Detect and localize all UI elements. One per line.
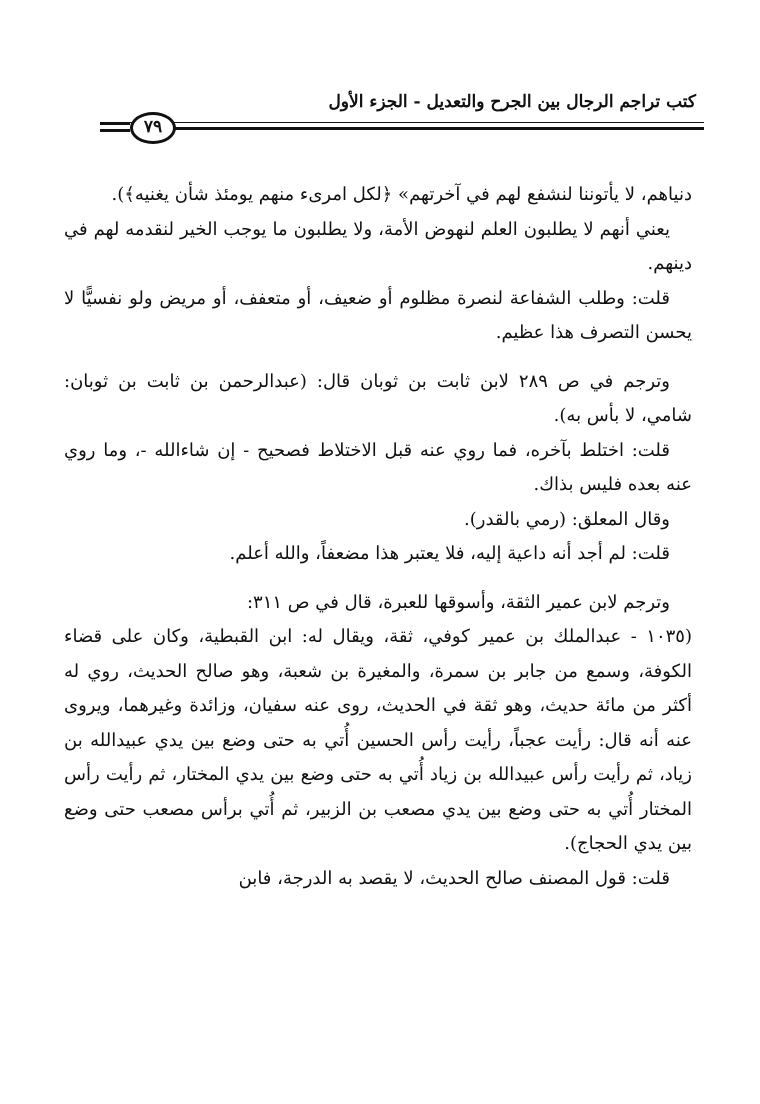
- paragraph-10: قلت: قول المصنف صالح الحديث، لا يقصد به الدرجة، فابن: [238, 867, 670, 889]
- paragraph-2: يعني أنهم لا يطلبون العلم لنهوض الأمة، ولا يطلبون ما يوجب الخير لنقدمه لهم في دينهم.: [64, 218, 692, 274]
- paragraph-4: وترجم في ص ٢٨٩ لابن ثابت بن ثوبان قال: (عبدالرحمن بن ثابت بن ثوبان: شامي، لا بأس به).: [64, 370, 692, 426]
- running-header-title: كتب تراجم الرجال بين الجرح والتعديل - الجزء الأول: [328, 92, 696, 112]
- paragraph-9: (١٠٣٥ - عبدالملك بن عمير كوفي، ثقة، ويقال له: ابن القبطية، وكان على قضاء الكوفة، وسمع من جابر بن سمرة، والمغيرة بن شعبة، وهو صالح الحديث، روي له أكثر من مائة حديث، وهو ثقة في الحديث، روى عنه سفيان، وزائدة وغيرهما، ويروى عنه أنه قال: رأيت عجباً، رأيت رأس الحسين أُتي به حتى وضع بين يدي عبيدالله بن زياد، ثم رأيت رأس عبيدالله بن زياد أُتي به حتى وضع بين يدي المختار، ثم رأيت رأس المختار أُتي به حتى وضع بين يدي مصعب بن الزبير، ثم أُتي برأس مصعب حتى وضع بين يدي الحجاج).: [64, 626, 692, 854]
- page-number: ٧٩: [130, 112, 176, 144]
- header-rule-left-bottom: [100, 129, 130, 132]
- paragraph-6: وقال المعلق: (رمي بالقدر).: [464, 508, 670, 530]
- paragraph-5: قلت: اختلط بآخره، فما روي عنه قبل الاختلاط فصحيح - إن شاءالله -، وما روي عنه بعده فليس بذاك.: [64, 439, 692, 495]
- header-rule-thick: [172, 127, 704, 130]
- paragraph-3: قلت: وطلب الشفاعة لنصرة مظلوم أو ضعيف، أو متعفف، أو مريض ولو نفسيًّا لا يحسن التصرف هذا عظيم.: [64, 287, 692, 343]
- paragraph-1: دنياهم، لا يأتوننا لنشفع لهم في آخرتهم» ﴿لكل امرىء منهم يومئذ شأن يغنيه﴾).: [111, 184, 692, 205]
- paragraph-8: وترجم لابن عمير الثقة، وأسوقها للعبرة، قال في ص ٣١١:: [246, 591, 670, 613]
- paragraph-7: قلت: لم أجد أنه داعية إليه، فلا يعتبر هذا مضعفاً، والله أعلم.: [229, 543, 670, 564]
- header-rule-thin: [100, 122, 704, 123]
- body-text: [64, 178, 692, 896]
- header-rule-left-top: [100, 122, 130, 125]
